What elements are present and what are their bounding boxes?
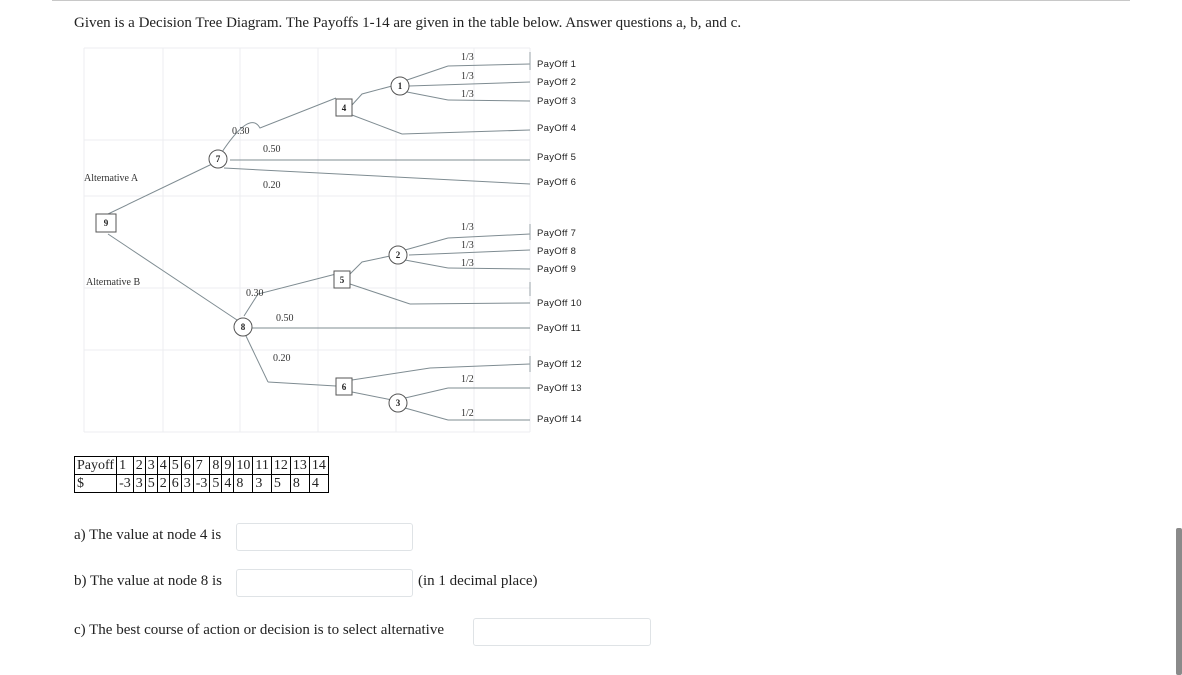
table-cell: 6 — [169, 475, 181, 493]
payoff-label: PayOff 5 — [537, 152, 577, 163]
svg-text:2: 2 — [395, 250, 401, 260]
scrollbar[interactable] — [1176, 528, 1182, 675]
table-cell: 2 — [133, 457, 145, 475]
question-a-label: a) The value at node 4 is — [74, 527, 222, 543]
payoff-label: PayOff 8 — [537, 246, 577, 257]
table-cell: 3 — [181, 475, 193, 493]
decision-node-4 — [336, 99, 352, 116]
decision-tree-diagram — [0, 0, 620, 440]
question-c-label: c) The best course of action or decision is to select alternative — [74, 622, 445, 638]
svg-text:3: 3 — [395, 398, 401, 408]
table-cell: 14 — [309, 457, 328, 475]
payoff-label: PayOff 6 — [537, 177, 577, 188]
question-intro: Given is a Decision Tree Diagram. The Payoffs 1-14 are given in the table below. Answer questions a, b, and c. — [74, 15, 742, 31]
chance-node-8 — [234, 318, 252, 336]
payoff-label: PayOff 1 — [537, 59, 577, 70]
payoff-table — [74, 456, 329, 493]
table-cell: 5 — [271, 475, 290, 493]
prob-label: 1/3 — [461, 240, 474, 251]
prob-label: 0.20 — [273, 353, 291, 364]
svg-text:5: 5 — [339, 275, 345, 285]
chance-node-1 — [391, 77, 409, 95]
prob-label: 1/3 — [461, 89, 474, 100]
prob-label: 0.30 — [232, 126, 250, 137]
table-cell: 8 — [234, 475, 253, 493]
payoff-label: PayOff 12 — [537, 359, 582, 370]
svg-text:1: 1 — [397, 81, 403, 91]
answer-a-input[interactable] — [236, 523, 413, 551]
prob-label: 1/3 — [461, 71, 474, 82]
prob-label: 1/2 — [461, 374, 474, 385]
table-cell: -3 — [193, 475, 210, 493]
payoff-label: PayOff 7 — [537, 228, 577, 239]
table-cell: 5 — [145, 475, 157, 493]
table-cell: 3 — [133, 475, 145, 493]
chance-node-7 — [209, 150, 227, 168]
question-b-note: (in 1 decimal place) — [418, 573, 538, 589]
payoff-label: PayOff 10 — [537, 298, 582, 309]
table-cell: $ — [75, 475, 117, 493]
table-cell: 10 — [234, 457, 253, 475]
table-cell: 12 — [271, 457, 290, 475]
payoff-label: PayOff 3 — [537, 96, 577, 107]
prob-label: 1/3 — [461, 258, 474, 269]
prob-label: 1/3 — [461, 222, 474, 233]
payoff-label: PayOff 14 — [537, 414, 582, 425]
table-cell: 3 — [253, 475, 271, 493]
table-cell: 4 — [222, 475, 234, 493]
prob-label: 0.50 — [263, 144, 281, 155]
alternative-a-label: Alternative A — [84, 173, 139, 184]
payoff-label: PayOff 11 — [537, 323, 582, 334]
svg-text:8: 8 — [240, 322, 246, 332]
table-cell: 5 — [210, 475, 222, 493]
table-cell: 8 — [210, 457, 222, 475]
payoff-label: PayOff 13 — [537, 383, 582, 394]
decision-node-6 — [336, 378, 352, 395]
payoff-table-header-row — [75, 457, 329, 475]
table-cell: 1 — [117, 457, 134, 475]
table-cell: -3 — [117, 475, 134, 493]
table-cell: 7 — [193, 457, 210, 475]
payoff-label: PayOff 9 — [537, 264, 577, 275]
chance-node-2 — [389, 246, 407, 264]
table-cell: 6 — [181, 457, 193, 475]
table-cell: 4 — [309, 475, 328, 493]
answer-c-input[interactable] — [473, 618, 651, 646]
prob-label: 0.30 — [246, 288, 264, 299]
chance-node-3 — [389, 394, 407, 412]
table-cell: 2 — [157, 475, 169, 493]
prob-label: 1/3 — [461, 52, 474, 63]
svg-text:7: 7 — [215, 154, 221, 164]
prob-label: 0.50 — [276, 313, 294, 324]
decision-node-5 — [334, 271, 350, 288]
table-cell: 8 — [290, 475, 309, 493]
payoff-label: PayOff 4 — [537, 123, 577, 134]
table-cell: 5 — [169, 457, 181, 475]
payoff-label: PayOff 2 — [537, 77, 577, 88]
decision-node-9 — [96, 214, 116, 232]
alternative-b-label: Alternative B — [86, 277, 141, 288]
svg-text:4: 4 — [341, 103, 347, 113]
prob-label: 0.20 — [263, 180, 281, 191]
answer-b-input[interactable] — [236, 569, 413, 597]
table-cell: Payoff — [75, 457, 117, 475]
table-cell: 4 — [157, 457, 169, 475]
svg-text:6: 6 — [341, 382, 347, 392]
table-cell: 11 — [253, 457, 271, 475]
table-cell: 3 — [145, 457, 157, 475]
payoff-table-values-row — [75, 475, 329, 493]
table-cell: 9 — [222, 457, 234, 475]
table-cell: 13 — [290, 457, 309, 475]
prob-label: 1/2 — [461, 408, 474, 419]
question-b-label: b) The value at node 8 is — [74, 573, 223, 589]
svg-text:9: 9 — [103, 218, 109, 228]
